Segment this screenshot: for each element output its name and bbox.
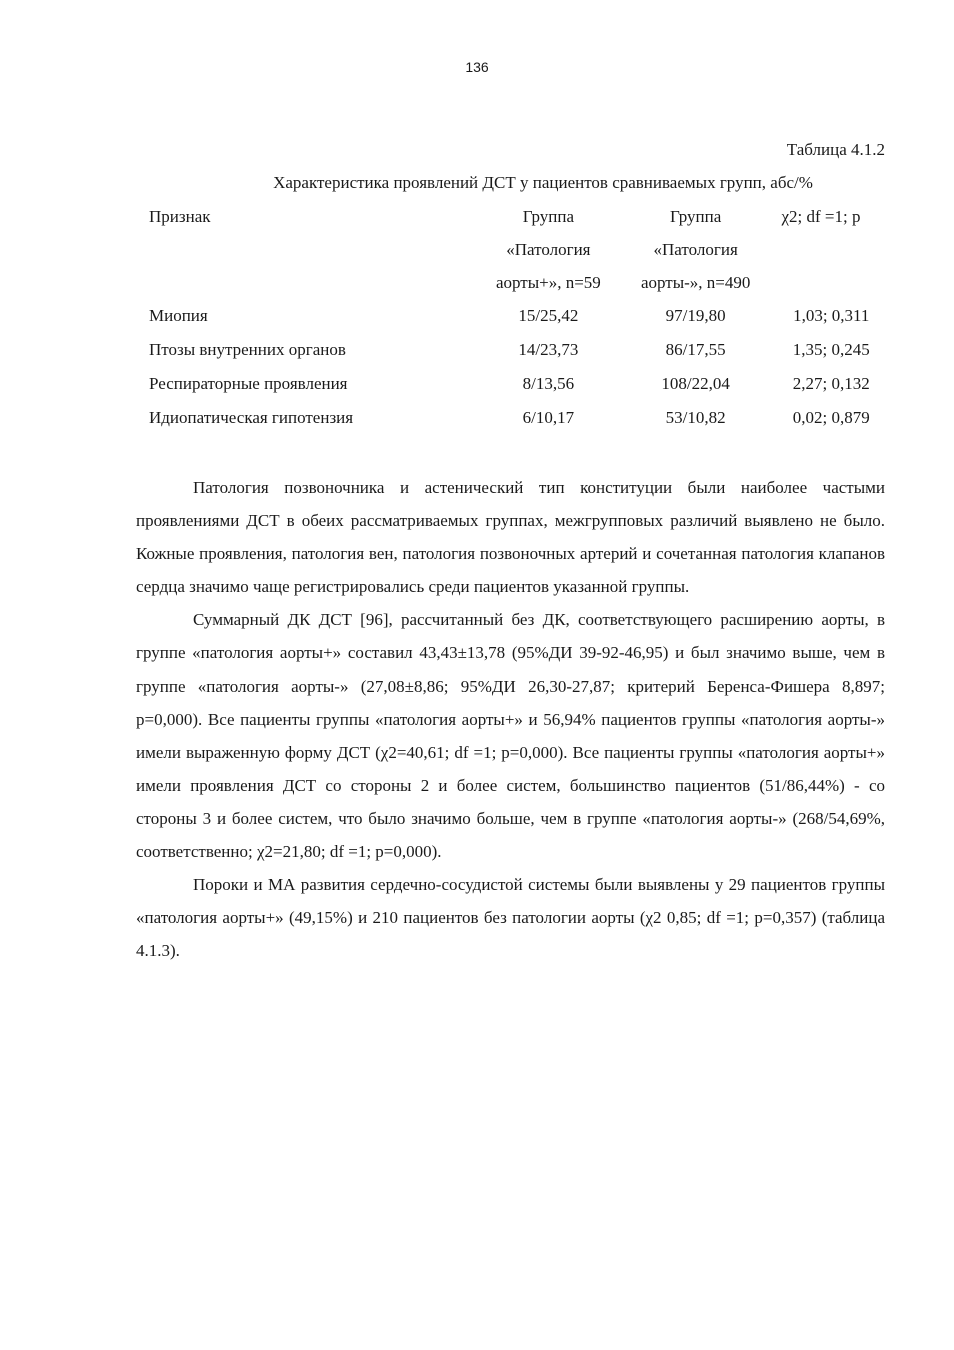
cell-group1: 15/25,42 xyxy=(518,306,579,325)
cell-attribute: Миопия xyxy=(149,306,208,325)
header-group2-line: аорты-», n=490 xyxy=(640,273,751,292)
cell-group2: 97/19,80 xyxy=(665,306,726,325)
table-header-row xyxy=(149,200,889,299)
cell-group2: 108/22,04 xyxy=(661,374,730,393)
body-text xyxy=(136,471,885,967)
header-group1-line: «Патология xyxy=(506,240,591,259)
page-number: 136 xyxy=(465,59,489,75)
header-attribute: Признак xyxy=(149,207,211,226)
table-row xyxy=(149,333,889,367)
header-group1 xyxy=(479,200,618,299)
data-table xyxy=(149,200,889,435)
table-caption: Характеристика проявлений ДСТ у пациентов сравниваемых групп, абс/% xyxy=(273,173,813,192)
cell-group1: 6/10,17 xyxy=(522,408,575,427)
cell-group1: 14/23,73 xyxy=(518,340,579,359)
cell-attribute: Респираторные проявления xyxy=(149,374,348,393)
cell-statistic: 1,35; 0,245 xyxy=(792,340,870,359)
cell-attribute: Идиопатическая гипотензия xyxy=(149,408,354,427)
cell-statistic: 2,27; 0,132 xyxy=(792,374,870,393)
cell-statistic: 0,02; 0,879 xyxy=(792,408,870,427)
header-group1-line: аорты+», n=59 xyxy=(495,273,601,292)
cell-statistic: 1,03; 0,311 xyxy=(793,306,870,325)
paragraph: Суммарный ДК ДСТ [96], рассчитанный без ДК, соответствующего расширению аорты, в группе «патология аорты+» составил 43,43±13,78 (95%ДИ 39-92-46,95) и был значимо выше, чем в группе «патология аорты-» (27,08±8,86; 95%ДИ 26,30-27,87; критерий Беренса-Фишера 8,897; p=0,000). Все пациенты группы «патология аорты+» и 56,94% пациентов группы «патология аорты-» имели выраженную форму ДСТ (χ2=40,61; df =1; p=0,000). Все пациенты группы «патология аорты+» имели проявления ДСТ со стороны 2 и более систем, большинство пациентов (51/86,44%) - со стороны 3 и более систем, что было значимо больше, чем в группе «патология аорты-» (268/54,69%, соответственно; χ2=21,80; df =1; p=0,000). xyxy=(136,610,885,862)
cell-group2: 53/10,82 xyxy=(665,408,726,427)
table-row xyxy=(149,367,889,401)
header-group1-line: Группа xyxy=(522,207,575,226)
table-row xyxy=(149,299,889,333)
paragraph: Пороки и МА развития сердечно-сосудистой системы были выявлены у 29 пациентов группы «патология аорты+» (49,15%) и 210 пациентов без патологии аорты (χ2 0,85; df =1; p=0,357) (таблица 4.1.3). xyxy=(136,875,885,961)
header-group2-line: Группа xyxy=(670,207,722,226)
header-group2 xyxy=(618,200,774,299)
table-row xyxy=(149,401,889,435)
paragraph: Патология позвоночника и астенический тип конституции были наиболее частыми проявлениями ДСТ в обеих рассматриваемых группах, межгрупповых различий выявлено не было. Кожные проявления, патология вен, патология позвоночных артерий и сочетанная патология клапанов сердца значимо чаще регистрировались среди пациентов указанной группы. xyxy=(136,478,885,597)
cell-attribute: Птозы внутренних органов xyxy=(149,340,346,359)
cell-group1: 8/13,56 xyxy=(522,374,575,393)
header-statistic: χ2; df =1; p xyxy=(781,207,861,226)
cell-group2: 86/17,55 xyxy=(665,340,726,359)
table-label: Таблица 4.1.2 xyxy=(786,140,885,159)
header-group2-line: «Патология xyxy=(653,240,738,259)
